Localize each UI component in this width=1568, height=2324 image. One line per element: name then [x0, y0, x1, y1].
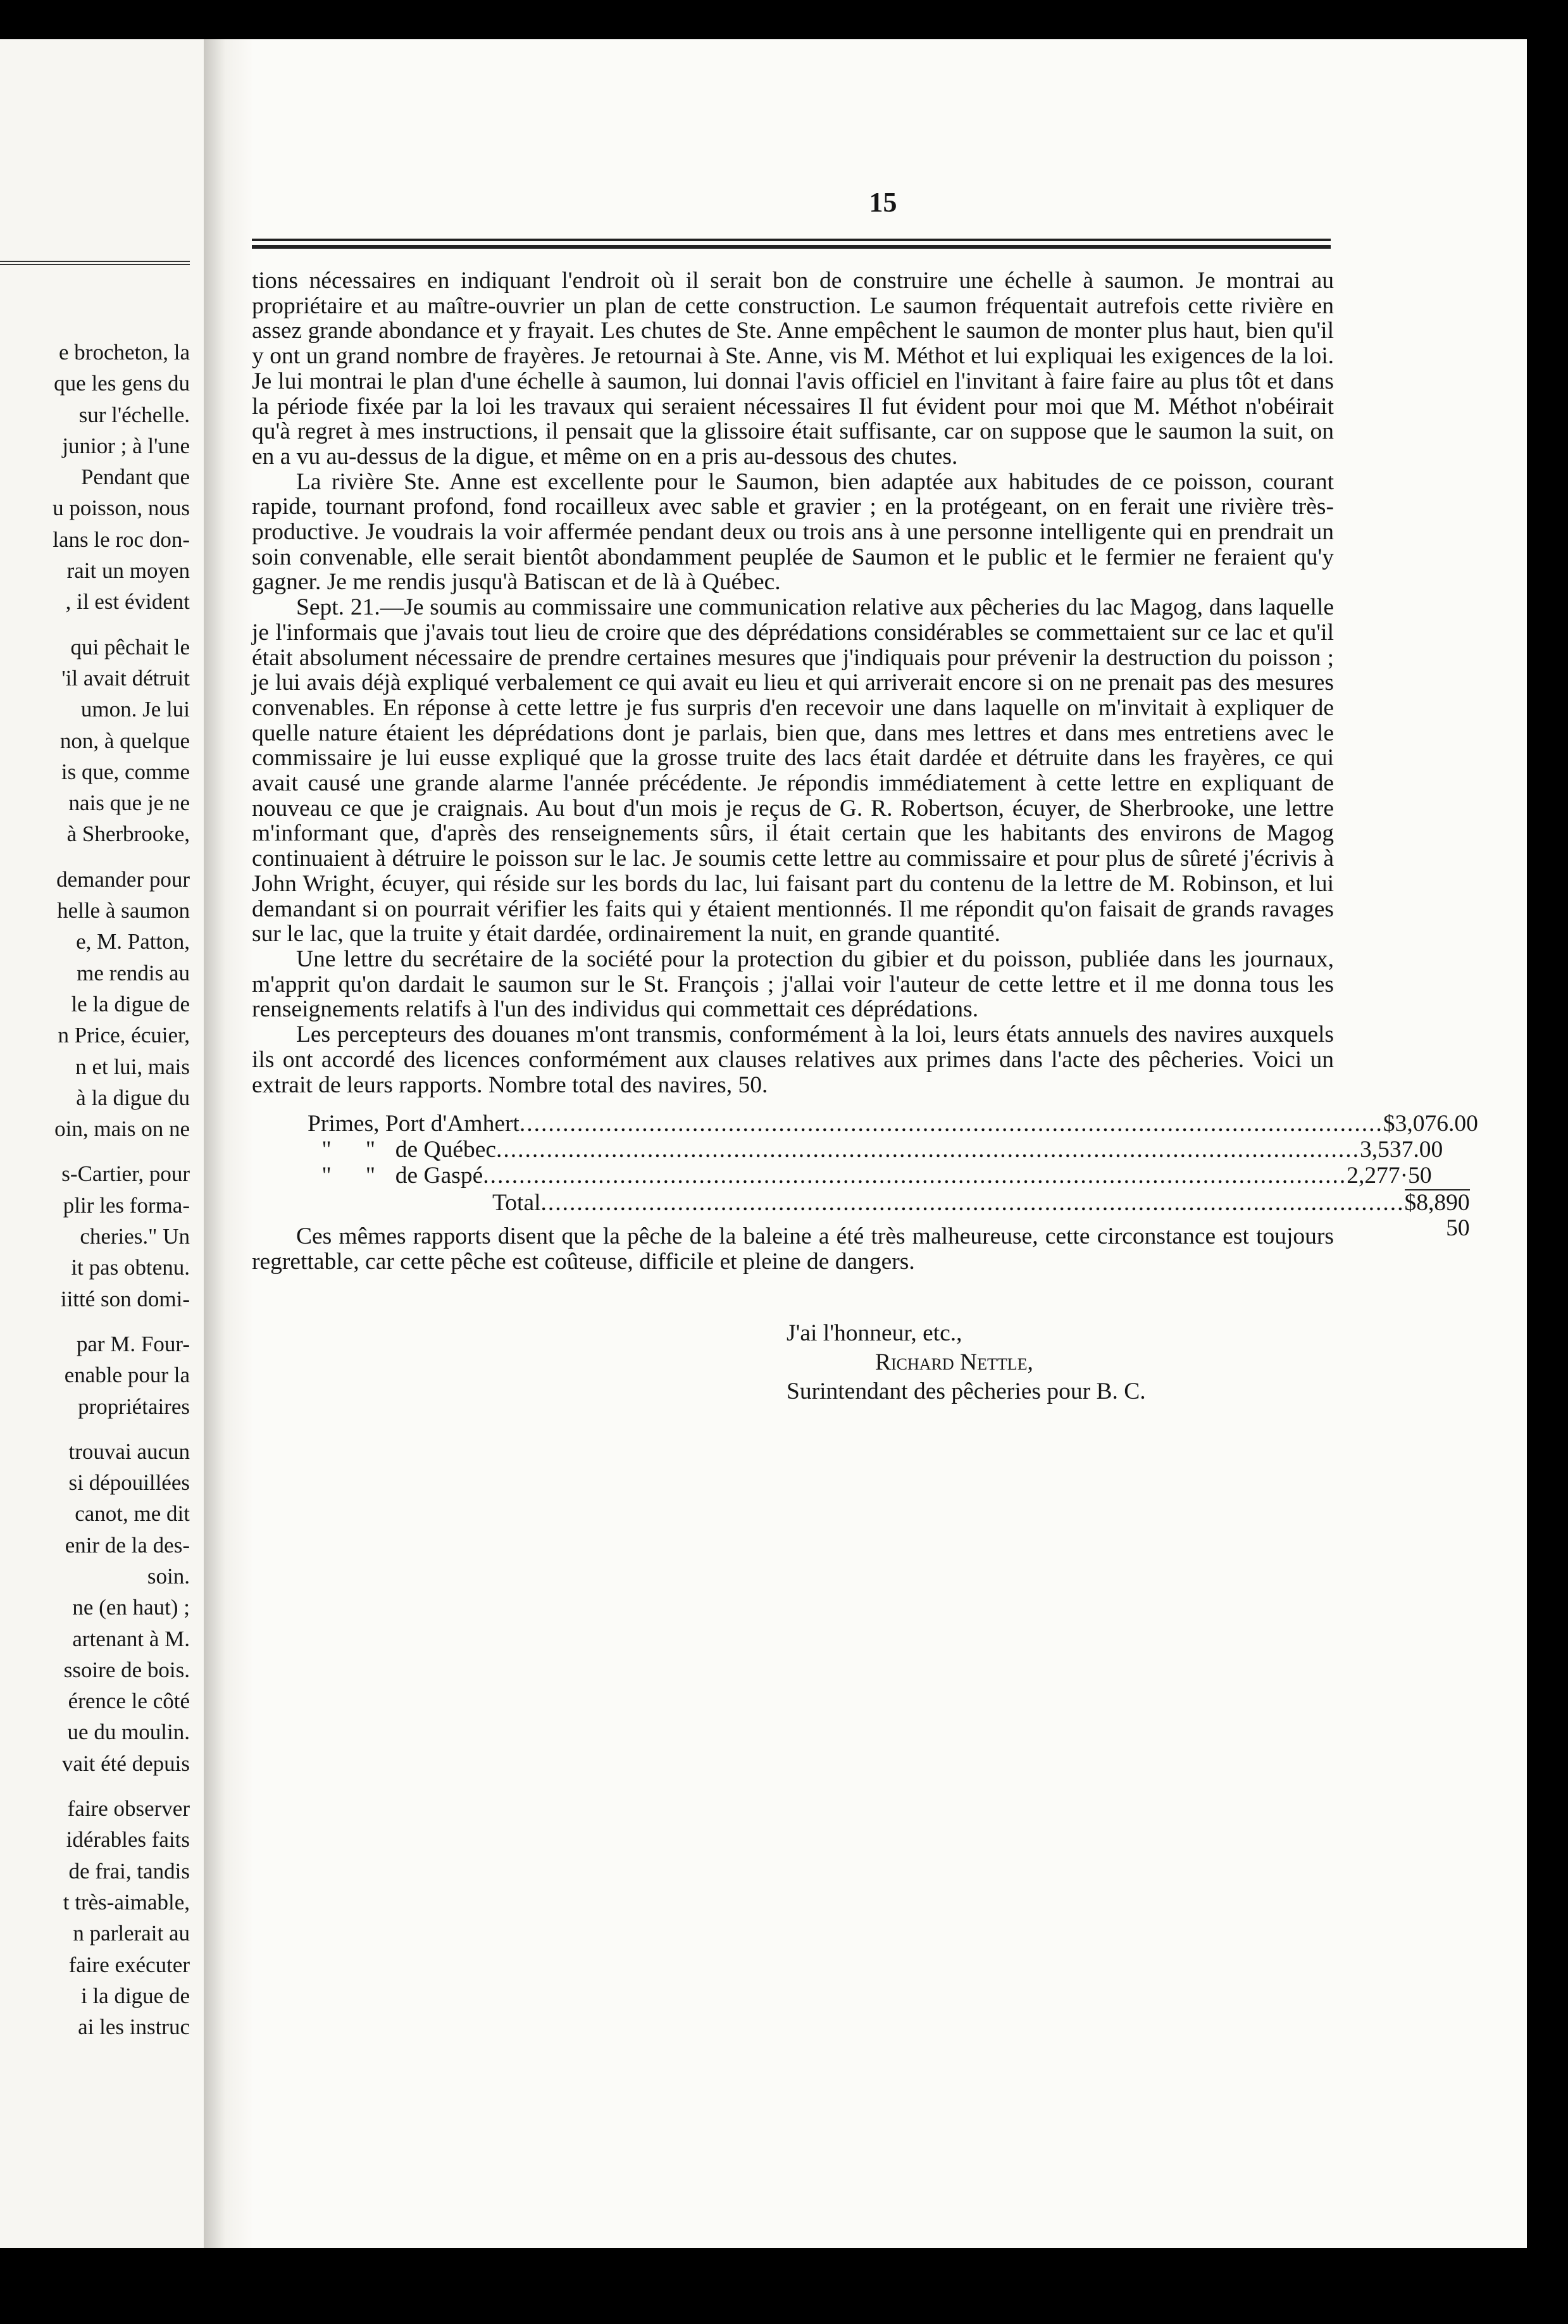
left-line-gap [0, 1315, 190, 1328]
left-text-line: n et lui, mais [75, 1054, 190, 1079]
left-text-line: idérables faits [66, 1827, 190, 1852]
left-text-line: propriétaires [78, 1394, 190, 1419]
left-line-gap [0, 850, 190, 864]
left-text-line: helle à saumon [57, 898, 190, 923]
left-text-line: canot, me dit [75, 1501, 190, 1527]
primes-port: de Gaspé [395, 1163, 483, 1189]
left-text-line: n Price, écuier, [58, 1023, 190, 1048]
left-text-line: s-Cartier, pour [61, 1161, 190, 1187]
paragraph-3: Sept. 21.—Je soumis au commissaire une communication relative aux pêcheries du lac Magog, dans laquelle je l'informais que j'avais tout lieu de croire que des déprédations considérables se commettaient sur ce lac et qu'il était absolument nécessaire de prendre certaines mesures que j'indiquais pour prévenir la destruction du poisson ; je lui avais déjà expliqué verbalement ce qui avait eu lieu et qui arriverait encore si on ne prenait pas des mesures convenables. En réponse à cette lettre je fus surpris d'en recevoir une dans laquelle on m'invitait à expliquer de quelle nature étaient les déprédations dont je parlais, bien que, dans mes lettres et dans mes entretiens avec le commissaire je lui eusse expliqué que la grosse truite des lacs était dardée et détruite dans les frayères, ce qui avait causé une grande alarme l'année précédente. Je répondis immédiatement à cette lettre en expliquant de nouveau ce que je craignais. Au bout d'un mois je reçus de G. R. Robertson, écuyer, de Sherbrooke, une lettre m'informant que, d'après des renseignements sûrs, il était certain que les habitants des environs de Magog continuaient à détruire le poisson sur le lac. Je soumis cette lettre au commissaire et pour plus de sûreté j'écrivis à John Wright, écuyer, qui réside sur les bords du lac, lui faisant part du contenu de la lettre de M. Robinson, et lui demandant si on pourrait vérifier les faits qui y étaient mentionnés. Il me répondit qu'on faisait de grands ravages sur le lac, que la truite y était dardée, ordinairement la nuit, en grande quantité. [252, 594, 1334, 947]
left-text-line: lans le roc don- [53, 527, 190, 552]
left-text-line: enir de la des- [65, 1532, 190, 1558]
left-text-line: i la digue de [80, 1983, 190, 2008]
left-text-line: enable pour la [64, 1363, 190, 1388]
left-text-line: is que, comme [61, 759, 190, 784]
left-text-line: n parlerait au [73, 1921, 190, 1946]
left-text-line: ue du moulin. [67, 1720, 190, 1745]
left-text-line: e brocheton, la [59, 340, 190, 365]
left-text-line: artenant à M. [72, 1626, 190, 1651]
left-text-line: nais que je ne [68, 790, 190, 816]
paragraph-4: Une lettre du secrétaire de la société pour la protection du gibier et du poisson, publiée dans les journaux, m'apprit qu'on dardait le saumon sur le St. François ; j'allai voir l'auteur de cette lettre et il me donna tous les renseignements relatifs à l'un des individus qui commettait ces déprédations. [252, 946, 1334, 1023]
dot-leader: ........................................................................................................................ [483, 1163, 1347, 1189]
header-rule [252, 239, 1331, 249]
primes-value: $3,076.00 [1383, 1111, 1478, 1137]
primes-table [252, 1111, 1478, 1241]
left-text-line: à Sherbrooke, [66, 822, 190, 847]
left-text-line: umon. Je lui [80, 697, 190, 722]
ditto-mark: " [365, 1137, 376, 1163]
left-text-line: que les gens du [54, 371, 190, 396]
primes-row [252, 1137, 1443, 1163]
total-label: Total [492, 1190, 541, 1216]
book-spine [204, 39, 252, 2248]
left-text-line: à la digue du [76, 1085, 190, 1110]
left-text-line: Pendant que [80, 465, 190, 490]
ditto-mark: " [365, 1163, 376, 1189]
left-text-line: u poisson, nous [53, 496, 190, 521]
left-page-fragment [0, 39, 204, 2248]
ditto-mark: " [321, 1163, 332, 1189]
primes-row [252, 1163, 1432, 1189]
primes-total-row [252, 1189, 1470, 1241]
left-text-line: me rendis au [77, 960, 190, 985]
left-text-line: junior ; à l'une [62, 433, 190, 458]
left-text-line: e, M. Patton, [76, 929, 190, 954]
left-line-gap [0, 1779, 190, 1793]
left-text-line: , il est évident [65, 589, 190, 615]
left-text-line: si dépouillées [68, 1470, 190, 1496]
primes-port: Port d'Amhert [385, 1111, 520, 1137]
primes-value: 3,537.00 [1360, 1137, 1443, 1163]
left-text-line: érence le côté [68, 1689, 190, 1714]
left-text-line: sur l'échelle. [78, 402, 190, 427]
dot-leader: ........................................................................................................................ [540, 1190, 1405, 1216]
left-text-line: faire exécuter [68, 1952, 190, 1977]
left-text-line: iitté son domi- [60, 1286, 190, 1311]
left-text-line: par M. Four- [76, 1331, 190, 1356]
primes-row [252, 1111, 1478, 1137]
left-text-line: soin. [147, 1563, 190, 1589]
paragraph-1: tions nécessaires en indiquant l'endroit où il serait bon de construire une échelle à saumon. Je montrai au propriétaire et au maître-ouvrier un plan de cette construction. Le saumon fréquentait autrefois cette rivière en assez grande abondance et y frayait. Les chutes de Ste. Anne empêchent le saumon de monter plus haut, bien qu'il y ont un grand nombre de frayères. Je retournai à Ste. Anne, vis M. Méthot et lui expliquai les exigences de la loi. Je lui montrai le plan d'une échelle à saumon, lui donnai l'avis officiel en l'invitant à faire faire au plus tôt et dans la période fixée par la loi les travaux qui seraient nécessaires Il fut évident pour moi que M. Méthot n'obéirait qu'à regret à mes instructions, il pensait que la glissoire était suffisante, car on suppose que le saumon la suit, on en a vu au-dessus de la digue, et même on en a pris au-dessous des chutes. [252, 268, 1334, 470]
left-line-gap [0, 618, 190, 632]
left-header-rule [0, 261, 190, 265]
left-text-line: le la digue de [71, 991, 190, 1016]
paragraph-5: Les percepteurs des douanes m'ont transmis, conformément à la loi, leurs états annuels des navires auxquels ils ont accordé des licences conformément aux clauses relatives aux primes dans l'acte des pêcheries. Voici un extrait de leurs rapports. Nombre total des navires, 50. [252, 1021, 1334, 1098]
salutation: J'ai l'honneur, etc., [787, 1320, 962, 1346]
dot-leader: ........................................................................................................................ [496, 1137, 1360, 1163]
dot-leader: ........................................................................................................................ [519, 1111, 1383, 1137]
page-content [252, 268, 1478, 1406]
left-text-line: ai les instruc [78, 2015, 190, 2040]
signatory-title: Surintendant des pêcheries pour B. C. [787, 1378, 1146, 1404]
left-text-line: de frai, tandis [68, 1858, 190, 1884]
ditto-mark: " [321, 1137, 332, 1163]
left-text-line: it pas obtenu. [71, 1255, 190, 1280]
primes-value: 2,277·50 [1347, 1163, 1432, 1189]
primes-port: de Québec [395, 1137, 497, 1163]
left-text-line: 'il avait détruit [61, 665, 190, 690]
left-text-line: rait un moyen [66, 558, 190, 584]
left-text-line: t très-aimable, [63, 1889, 190, 1915]
signatory-name: Richard Nettle, [875, 1349, 1033, 1375]
page-margin [1514, 39, 1527, 2248]
left-text-line: ssoire de bois. [63, 1657, 190, 1682]
left-text-line: plir les forma- [63, 1192, 190, 1218]
total-value: $8,890 50 [1404, 1190, 1470, 1241]
left-text-line: non, à quelque [59, 728, 190, 753]
paragraph-2: La rivière Ste. Anne est excellente pour le Saumon, bien adaptée aux habitudes de ce poisson, courant rapide, tournant profond, fond rocailleux avec sable et gravier ; en la protégeant, on en ferait une rivière très-productive. Je voudrais la voir affermée pendant deux ou trois ans à une personne intelligente qui en prendrait un soin convenable, elle serait bientôt abondamment peuplée de Saumon et le public et le fermier ne feraient qu'y gagner. Je me rendis jusqu'à Batiscan et de là à Québec. [252, 468, 1334, 596]
left-text-line: faire observer [67, 1796, 190, 1821]
left-text-line: demander pour [56, 866, 190, 892]
left-text-line: vait été depuis [61, 1751, 190, 1776]
left-line-gap [0, 1422, 190, 1436]
left-text-line: qui pêchait le [70, 634, 190, 659]
page [252, 39, 1514, 2248]
left-text-line: oin, mais on ne [54, 1116, 190, 1142]
left-text-line: trouvai aucun [68, 1439, 190, 1464]
left-text-line: ne (en haut) ; [72, 1595, 190, 1620]
primes-label: Primes, [308, 1111, 380, 1137]
left-line-gap [0, 1144, 190, 1158]
closing-paragraph: Ces mêmes rapports disent que la pêche de la baleine a été très malheureuse, cette circonstance est toujours regrettable, car cette pêche est coûteuse, difficile et pleine de dangers. [252, 1223, 1334, 1275]
page-number: 15 [869, 187, 897, 218]
signature-block [787, 1319, 1334, 1406]
left-page-text [0, 337, 190, 2042]
left-text-line: cheries." Un [80, 1224, 190, 1249]
